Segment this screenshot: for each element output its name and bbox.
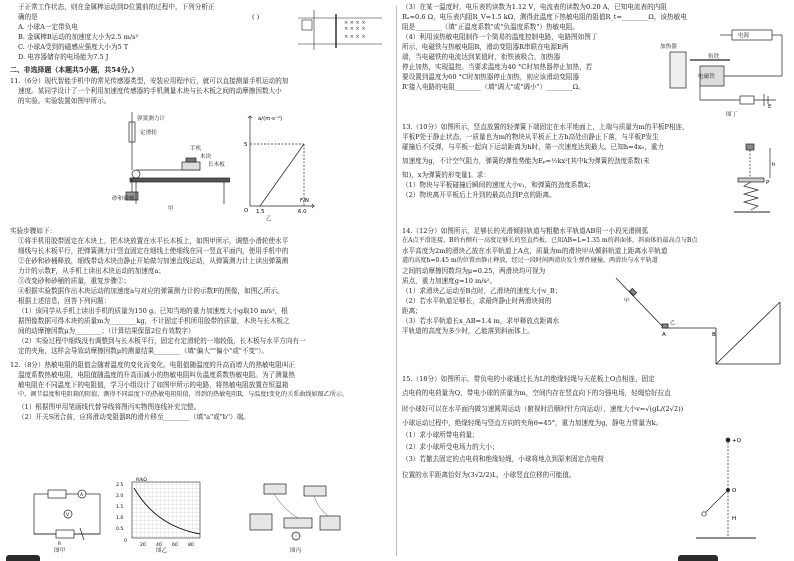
figure-jia-circuit-caption: 图甲 bbox=[54, 548, 66, 554]
q11-apparatus-figure bbox=[110, 108, 230, 206]
q14-part-1: （1）求滑块乙运动至B点时，乙滑块的速度大小v_B； bbox=[402, 287, 562, 295]
column-divider bbox=[396, 6, 397, 556]
q11-graph bbox=[238, 110, 318, 214]
label-emf-e: E bbox=[768, 104, 772, 110]
q11-step-4: ④根据实验数据作出木块运动的加速度a与对应的弹簧测力计的示数F的图像，如图乙所示。 bbox=[18, 287, 284, 295]
q12-part-3b: Rₐ=0.6 Ω，电压表内阻R_V=1.5 kΩ，测得此温度下热敏电阻的阻值R_t=________Ω，该热敏电 bbox=[402, 13, 687, 21]
q12-line-1: 12.（8分）热敏电阻的阻值会随着温度的变化而变化。电阻值随温度的升高而增大的热敏电阻叫正 bbox=[10, 361, 296, 369]
svg-text:R: R bbox=[58, 542, 62, 546]
q11-steps-heading: 实验步骤如下： bbox=[10, 227, 57, 235]
q14-part-3b: 平轨道的高度为多少时，乙能落到斜面体上。 bbox=[402, 327, 534, 335]
q11-part-1a: （1）该同学从手机上读出手机的质量为150 g。已知当地的重力加速度大小g取10 m/s²，根 bbox=[18, 307, 288, 315]
q14-incline-figure bbox=[610, 272, 790, 370]
figure-yi-caption: 乙 bbox=[266, 216, 272, 222]
q11-step-1b: 细线与长木板平行，把弹簧测力计竖直固定在细线上使细线在同一竖直平面内，使用手机中的 bbox=[18, 247, 289, 255]
q13-line-5: 知)，x为弹簧的形变量]。求： bbox=[402, 171, 490, 179]
q15-label-h: H bbox=[732, 516, 737, 522]
q10-option-a: A. 小球A一定带负电 bbox=[18, 23, 78, 31]
label-pulley: 定滑轮 bbox=[140, 130, 157, 136]
q12-part-4c: 端，当电磁铁的电流达到某值时，衔铁被吸合，加热器 bbox=[402, 53, 561, 61]
q11-step-2b: 力计的示数F，从手机上读出木块运动的加速度a； bbox=[18, 267, 165, 275]
q12-line-3: 敏电阻在不同温度下的电阻值，学习小组设计了如图甲所示的电路，将热敏电阻放置在恒温箱 bbox=[18, 381, 289, 389]
q15-part-3a: （3）若撤去固定的点电荷和绝缘轻绳，小球将地点到原来固定点电荷 bbox=[402, 455, 605, 463]
graph-origin: O bbox=[244, 208, 249, 214]
label-sand-bucket: 砂和砂桶 bbox=[112, 196, 135, 202]
graph-ytick: 5 bbox=[244, 142, 248, 148]
q11-step-2a: ②在砂和砂桶释放，细线带动木块由静止开始做匀加速直线运动，从弹簧测力计上读出弹簧测 bbox=[18, 257, 289, 265]
q13-part-1: （1）物块与平板碰撞后瞬间的速度大小v₁，和弹簧的劲度系数k； bbox=[402, 181, 595, 189]
label-heater: 加热器 bbox=[660, 44, 677, 50]
label-board: 长木板 bbox=[208, 162, 225, 168]
label-armature: 衔铁 bbox=[708, 54, 720, 60]
section-2-heading: 二、非选择题（本题共5小题，共54分。） bbox=[10, 66, 139, 74]
graph-xtick-1: 1.5 bbox=[256, 209, 265, 214]
figure-yi-graph-caption: 图乙 bbox=[156, 548, 168, 554]
svg-text:× × × ×: × × × × bbox=[344, 26, 366, 32]
graph12-ytick-4: 0.5 bbox=[116, 527, 124, 532]
q11-part-2b: 定的夹角，这样会导致动摩擦因数μ的测量结果________（填"偏大""偏小"或"不变"）。 bbox=[18, 347, 268, 355]
graph12-ytick-1: 2.0 bbox=[116, 494, 124, 499]
graph12-xtick-20: 20 bbox=[140, 543, 146, 548]
q11-part-1c: 间的动摩擦因数μ为________；（计算结果保留2位有效数字） bbox=[18, 327, 195, 335]
q12-part-4e: 要设置到温度为60 °C时加热器停止加热，则应该滑动变阻器 bbox=[402, 73, 580, 81]
q15-line-4: 小球运动过程中，绝缘轻绳与竖直方向的夹角θ=45°，重力加速度为g，静电力常量为k。 bbox=[402, 419, 663, 427]
graph-xlabel: F/N bbox=[300, 198, 309, 204]
q13-label-h: h bbox=[772, 162, 776, 168]
q11-line-1: 11.（6分）现代智能手机中的常见传感器类型，安装应用程序后，就可以直接测量手机运动的加 bbox=[10, 77, 289, 85]
q12-part-2: （2）开关S闭合前，应将滑动变阻器R的滑片移至________（填"a"或"b"）端。 bbox=[18, 413, 250, 421]
q13-line-1: 13.（10分）如图所示，竖直放置的轻弹簧下端固定在水平地面上，上端与质量为m的平板P相连， bbox=[402, 123, 689, 131]
q12-part-4f: R'接入电路的电阻________（填"调大"或"调小"）________Ω。 bbox=[402, 83, 585, 91]
graph-ylabel: a/(m·s⁻²) bbox=[258, 116, 283, 122]
label-power-supply: 电源 bbox=[738, 33, 750, 39]
q10-rail-figure bbox=[296, 0, 386, 58]
graph12-ylabel: R/kΩ bbox=[136, 478, 147, 483]
q12-control-circuit-figure bbox=[660, 26, 790, 108]
graph12-xtick-60: 60 bbox=[172, 543, 178, 548]
q15-line-3: 时小球好可以在水平面内做匀速圆周运动（俯视时沿顺时针方向运动），速度大小v=√(gL/(2√2)) bbox=[402, 405, 684, 413]
q13-spring-figure bbox=[734, 140, 784, 220]
q12-line-2: 温度系数热敏电阻，电阻值随温度的升高而减小的热敏电阻叫负温度系数热敏电阻。为了测量热 bbox=[18, 371, 295, 379]
q12-physical-wiring-figure bbox=[244, 480, 348, 544]
q14-part-3a: （3）若水平轨道长x_AB=1.4 m，求甲释放点距离水 bbox=[402, 317, 560, 325]
label-block: 木块 bbox=[200, 154, 212, 160]
q15-part-1: （1）求小球所带电荷量； bbox=[402, 431, 479, 439]
graph12-xtick-80: 80 bbox=[188, 543, 194, 548]
q12-resistance-graph bbox=[116, 476, 208, 548]
q11-questions-intro: 根据上述信息，回答下列问题： bbox=[18, 297, 111, 305]
q15-line-1: 15.（18分）如图所示，带负电的小球通过长为L的绝缘轻绳与天花板上O点相连，固定 bbox=[402, 375, 655, 383]
svg-text:× × × ×: × × × × bbox=[344, 34, 366, 40]
q13-line-4: 加速度为g，不计空气阻力，弹簧的弹性势能为Eₚ=½kx²[其中k为弹簧的劲度系数(未 bbox=[402, 157, 650, 165]
q14-label-b: B bbox=[712, 332, 716, 338]
q14-label-yi: 乙 bbox=[670, 320, 676, 326]
q14-line-5: 之间的动摩擦因数均为μ=0.25，两滑块均可视为 bbox=[402, 267, 546, 275]
figure-jia-caption: 甲 bbox=[168, 206, 174, 212]
q11-step-1a: ①将手机用胶带固定在木块上，把木块放置在水平长木板上，如图甲所示，调整小滑轮使水平 bbox=[18, 237, 289, 245]
q11-part-2a: （2）实验过程中细线没有调整到与长木板平行，固定有定滑轮的一端较低，长木板与水平方向有一 bbox=[18, 337, 306, 345]
q15-part-2: （2）求小球所受电场力的大小； bbox=[402, 443, 499, 451]
q10-line-2: 确的是 bbox=[18, 13, 38, 21]
graph12-origin: 0 bbox=[124, 539, 127, 544]
q14-line-2: 在A点平滑连接，B的右侧有一高度足够长的竖直挡板，已知AB=L=1.35 m的斜面体，斜面体的最高点与B点 bbox=[402, 237, 698, 244]
footer-page-tab-right bbox=[678, 555, 718, 561]
q14-line-4: 道的高度h=0.45 m的位置由静止释放，经过一段时间两滑块发生弹性碰撞，两滑块与水平轨道 bbox=[402, 257, 658, 264]
q14-part-2a: （2）若水平轨道足够长，求最终静止时两滑块间的 bbox=[402, 297, 552, 305]
q15-line-2: 点电荷的电荷量为Q，带电小球的质量为m，空间内存在竖直向下的匀强电场，轻绳恰好拉直 bbox=[402, 389, 671, 397]
label-spring-scale: 弹簧测力计 bbox=[137, 116, 165, 122]
q13-line-3: 碰撞后不反弹，与平板一起向下运动距离为h时，第一次速度达到最大。已知h=4x₀，重力 bbox=[402, 143, 664, 151]
q12-line-4: 中，调节温度和电阻箱的阻值，测得不同温度下的热敏电阻阻值，得到的热敏电阻R，与温度t变化的关系曲线如图乙所示。 bbox=[18, 391, 349, 398]
graph12-ytick-2: 1.5 bbox=[116, 505, 124, 510]
graph-xtick-2: 6.0 bbox=[298, 209, 307, 214]
q15-label-o: O bbox=[732, 488, 737, 494]
q11-step-3: ③改变砂和砂桶的质量，重复步骤②； bbox=[18, 277, 131, 285]
q14-line-1: 14.（12分）如图所示，足够长的光滑倾斜轨道与粗糙水平轨道AB用一小段光滑圆弧 bbox=[402, 227, 649, 235]
svg-text:× × × ×: × × × × bbox=[344, 20, 366, 26]
q10-option-b: B. 金属棒B运动的加速度大小为2.5 m/s² bbox=[18, 33, 139, 41]
q15-point-charge-figure bbox=[688, 430, 758, 542]
q15-part-3b: 位置的水平距离恰好为(3√2/2)L，小球竖直位移的可能值。 bbox=[402, 471, 576, 479]
q10-answer-bracket: ( ) bbox=[252, 13, 260, 21]
q13-label-p: P bbox=[766, 180, 770, 186]
q10-option-d: D. 电容器储存的电场能为7.5 J bbox=[18, 53, 109, 61]
q14-line-3: 水平高度为2m的滑块乙放在水平轨道上A点，质量为m的滑块甲从倾斜轨道上距离水平轨道 bbox=[402, 247, 668, 255]
left-column bbox=[0, 0, 395, 561]
q14-line-6: 质点，重力加速度g=10 m/s²。 bbox=[402, 277, 497, 285]
q14-part-2b: 距离； bbox=[402, 307, 422, 315]
figure-bing-caption: 图丙 bbox=[290, 548, 302, 554]
q13-line-2: 平板P处于静止状态，一质量也为m的物块从平板正上方h高处由静止下落，与平板P发生 bbox=[402, 133, 659, 141]
q12-circuit-diagram bbox=[28, 488, 106, 546]
q11-line-2: 速度。某同学设计了一个利用加速度传感器的手机测量木块与长木板之间的动摩擦因数大小 bbox=[18, 87, 282, 95]
q13-part-2: （2）物块离开平板后上升到的最高点到P点的距离。 bbox=[402, 191, 556, 199]
q15-label-charge: +Q bbox=[732, 438, 741, 444]
q12-part-3c: 阻是________（填"正温度系数"或"负温度系数"）热敏电阻。 bbox=[402, 23, 579, 31]
q12-part-3a: （3）在某一温度时，电压表的读数为1.12 V，电流表的读数为0.20 A，已知电流表的内阻 bbox=[402, 3, 667, 11]
svg-text:A: A bbox=[80, 493, 84, 498]
q14-label-jia: 甲 bbox=[624, 298, 630, 304]
q10-line-1: 于正常工作状态，则在金属棒运动到D位置前的过程中，下列分析正 bbox=[18, 3, 215, 11]
q12-part-4d: 停止加热，实现温控。当要求温度为40 °C时加热器停止加热，若 bbox=[402, 63, 593, 71]
right-column bbox=[398, 0, 794, 561]
q10-option-c: C. 小球A受到的磁感应强度大小为5 T bbox=[18, 43, 129, 51]
q12-part-4b: 所示，电磁铁与热敏电阻R，滑动变阻器R串联在电源E两 bbox=[402, 43, 569, 51]
q11-part-1b: 据图像数据可得木块的质量m为________kg，不计固定手机所用胶带的质量，木块与长木板之 bbox=[18, 317, 290, 325]
q12-part-1: （1）根据图甲用笔画线代替导线将图丙实物图连线补充完整。 bbox=[18, 403, 201, 411]
label-electromagnet: 电磁铁 bbox=[698, 74, 715, 80]
label-phone: 手机 bbox=[190, 146, 202, 152]
figure-ding-caption: 图丁 bbox=[726, 112, 738, 118]
footer-page-tab-left bbox=[6, 555, 40, 561]
q12-part-4a: （4）利用该热敏电阻制作一个简易的温度控制电路，电路图如图丁 bbox=[402, 33, 598, 41]
q14-label-a: A bbox=[662, 332, 666, 338]
graph12-ytick-0: 2.5 bbox=[116, 483, 124, 488]
graph12-xtick-40: 40 bbox=[156, 543, 162, 548]
q11-line-3: 的实验。实验装置如图甲所示。 bbox=[18, 97, 111, 105]
svg-text:V: V bbox=[66, 513, 70, 518]
graph12-ytick-3: 1.0 bbox=[116, 516, 124, 521]
